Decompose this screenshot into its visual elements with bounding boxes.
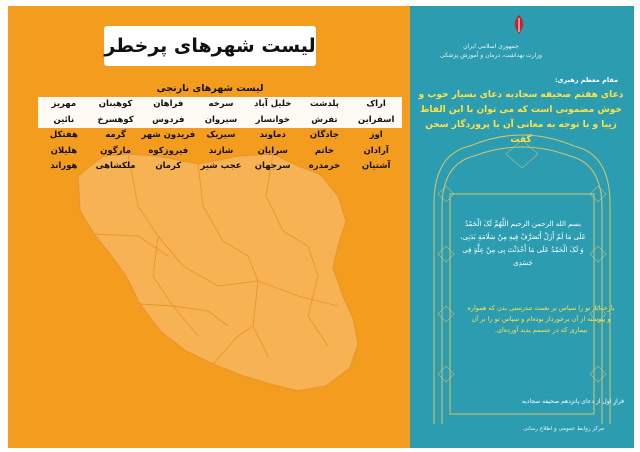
city-cell: مارگون bbox=[100, 145, 132, 156]
city-cell: سیروان bbox=[195, 113, 247, 129]
city-cell: فردوس bbox=[141, 113, 195, 129]
city-cell: نائین bbox=[38, 113, 90, 129]
city-cell: جادگان bbox=[309, 130, 339, 140]
city-cell: سرایان bbox=[257, 145, 288, 156]
city-cell: دماوند bbox=[259, 130, 286, 140]
city-cell: سرجهان bbox=[254, 161, 291, 171]
iran-map bbox=[8, 6, 410, 448]
city-cell: پلدشت bbox=[299, 97, 351, 113]
health-ministry-panel bbox=[410, 6, 634, 448]
orange-cities-panel bbox=[8, 6, 410, 448]
city-cell: هفتکل bbox=[49, 130, 78, 140]
city-cell: گرمه bbox=[105, 130, 126, 140]
ministry-line: جمهوری اسلامی ایران bbox=[463, 43, 519, 50]
city-cell: تفرش bbox=[299, 113, 351, 129]
city-cell: مهریز bbox=[38, 97, 90, 113]
arabic-prayer-text: بسم الله الرحمن الرحیم اللَّهُمَّ لَکَ الْحَمْدُ عَلَى مَا لَمْ أَزَلْ أَتَصَرَّفُ فِیهِ مِنْ سَلَامَةِ بَدَنِی، وَ لَکَ الْحَمْدُ عَلَى مَا أَحْدَثْتَ بِی مِنْ عِلَّةٍ فِی جَسَدِی bbox=[460, 220, 586, 267]
city-cell: کرمان bbox=[155, 161, 182, 171]
city-cell: آشتیان bbox=[361, 161, 391, 171]
city-cell: سیریک bbox=[206, 130, 236, 140]
decorative-frame bbox=[410, 134, 634, 434]
city-cell: کوهبنان bbox=[90, 97, 142, 113]
ministry-line: وزارت بهداشت، درمان و آموزش پزشکی bbox=[439, 52, 543, 59]
city-cell: فیروزکوه bbox=[148, 145, 189, 156]
city-cell: کوهسرخ bbox=[90, 113, 142, 129]
ministry-header bbox=[436, 42, 546, 60]
list-subtitle: لیست شهرهای نارنجی bbox=[156, 83, 264, 94]
city-cell: عجب شیر bbox=[200, 161, 242, 171]
city-cell: آرادان bbox=[363, 145, 389, 156]
city-cell: خلیل آباد bbox=[247, 97, 299, 113]
prayer-source: فرازِ اول از دعای پانزدهم صحیفه سجادیه bbox=[521, 398, 624, 405]
city-cell: فریدون شهر bbox=[141, 130, 196, 140]
public-relations-center: مرکز روابط عمومی و اطلاع رسانی bbox=[523, 426, 604, 432]
city-cell: ملکشاهی bbox=[95, 161, 136, 171]
city-cell: شازند bbox=[208, 145, 234, 156]
city-cell: اراک bbox=[350, 97, 402, 113]
cities-table bbox=[38, 97, 402, 175]
city-cell: هوراند bbox=[50, 161, 78, 171]
city-cell: اوز bbox=[369, 130, 383, 140]
city-cell: هلیلان bbox=[50, 145, 78, 156]
city-cell: خاتم bbox=[314, 145, 335, 156]
page-title: لیست شهرهای پرخطر bbox=[104, 26, 316, 66]
quote-text: دعای هفتم صحیفه سجادیه دعای بسیار خوب و خوش مضمونی است که می توان با این الفاظ زیبا و با توجه به معانی آن با پروردگار سخن گفت bbox=[418, 90, 624, 145]
city-cell: فراهان bbox=[141, 97, 195, 113]
city-cell: خرمدره bbox=[308, 161, 341, 171]
leader-label: مقام معظم رهبری: bbox=[554, 76, 618, 84]
persian-translation-text: بارخدایا، تو را سپاس بر نعمت تندرستی بدن که همواره و پیوسته از آن برخوردار بوده‌ام و سپاس تو را بر آن بیماری که در جسمم پدید آورده‌ای. bbox=[467, 304, 615, 334]
emblem-icon bbox=[510, 14, 528, 36]
city-cell: سرخه bbox=[195, 97, 247, 113]
city-cell: خوانسار bbox=[247, 113, 299, 129]
city-cell: اسفراین bbox=[350, 113, 402, 129]
iran-map-shape bbox=[78, 154, 358, 391]
